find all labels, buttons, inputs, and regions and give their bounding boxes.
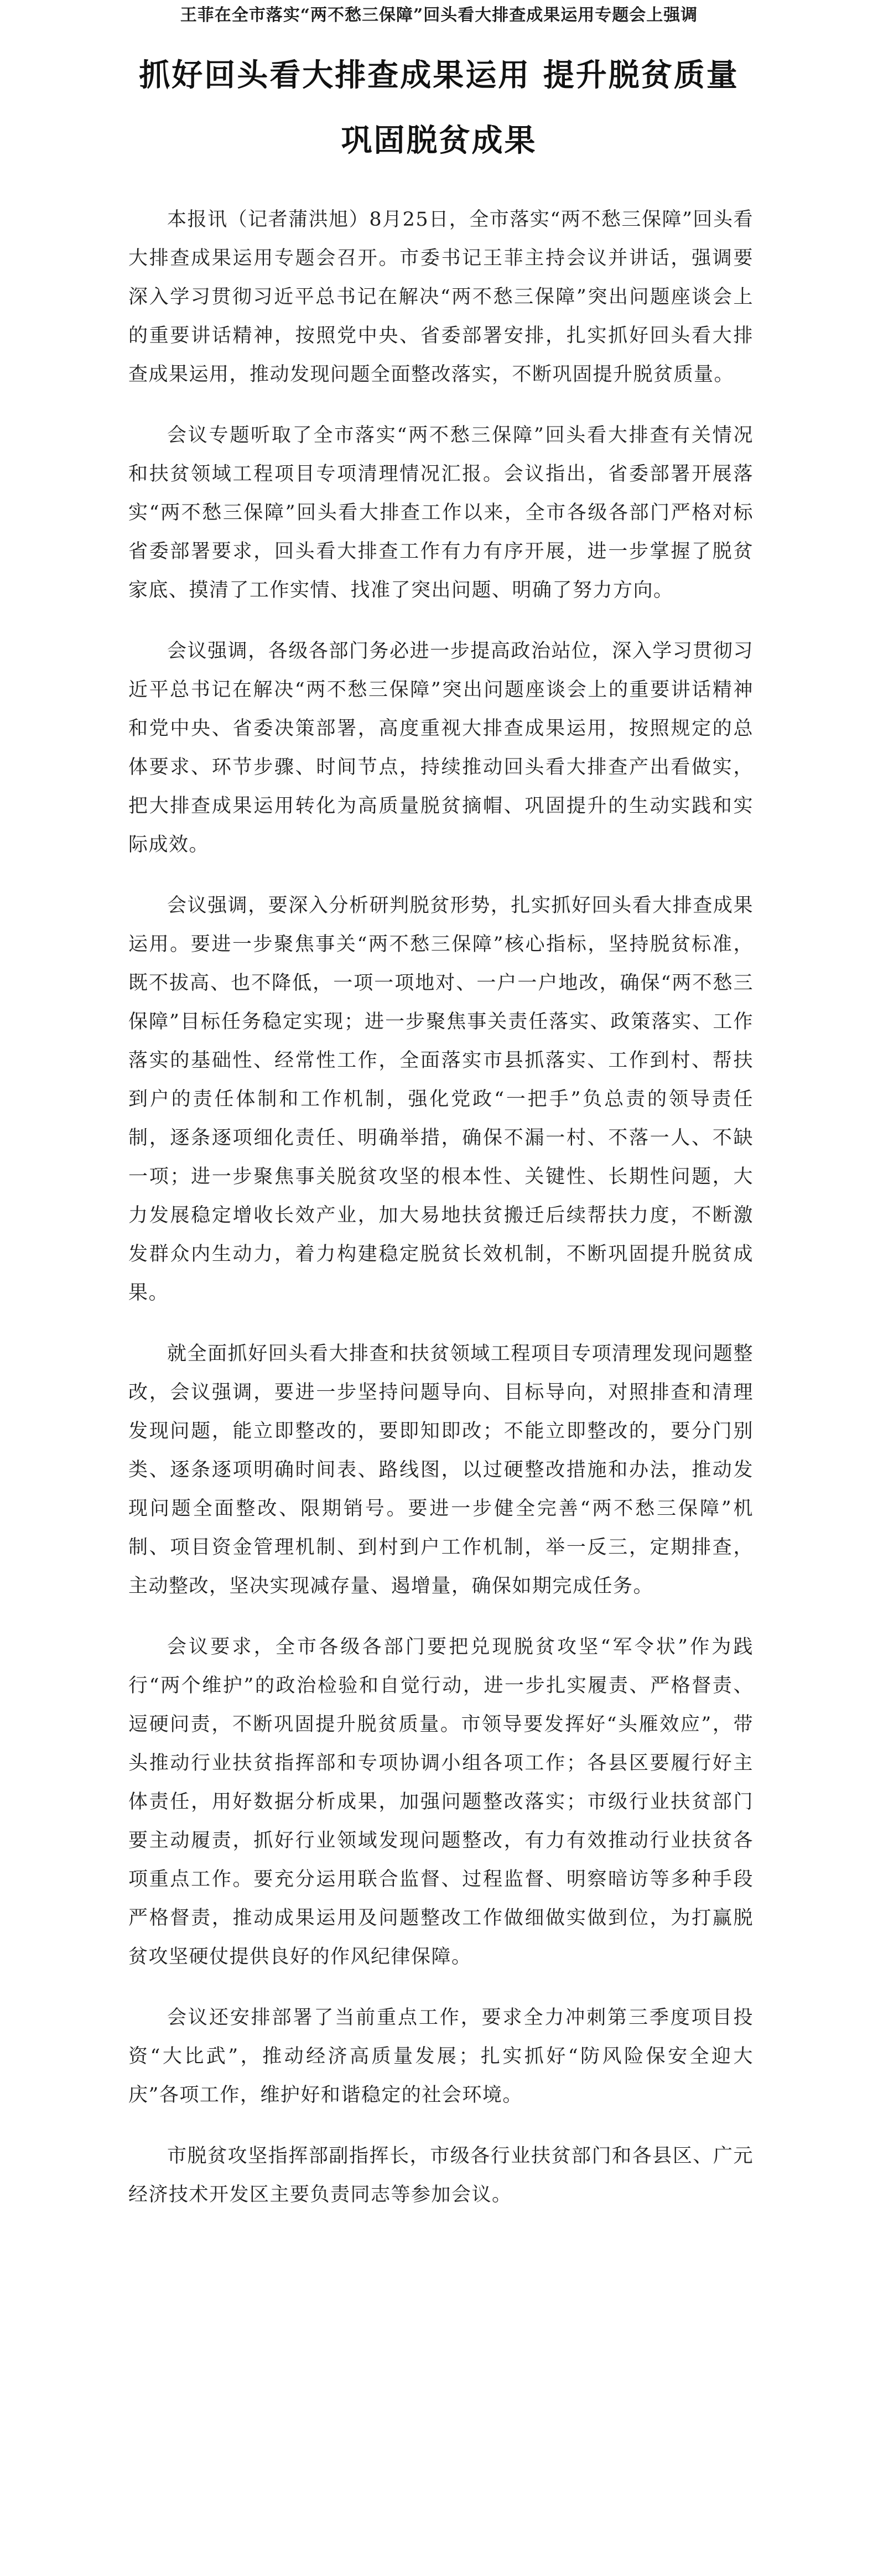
headline-line-1: 抓好回头看大排查成果运用 提升脱贫质量 xyxy=(139,57,739,94)
paragraph-lead: 本报讯（记者蒲洪旭）8月25日，全市落实“两不愁三保障”回头看大排查成果运用专题会召开。市委书记王菲主持会议并讲话，强调要深入学习贯彻习近平总书记在解决“两不愁三保障”突出问题座谈会上的重要讲话精神，按照党中央、省委部署安排，扎实抓好回头看大排查成果运用，推动发现问题全面整改落实，不断巩固提升脱贫质量。 xyxy=(128,209,754,386)
paragraph: 会议要求，全市各级各部门要把兑现脱贫攻坚“军令状”作为践行“两个维护”的政治检验和自觉行动，进一步扎实履责、严格督责、逗硬问责，不断巩固提升脱贫质量。市领导要发挥好“头雁效应”，带头推动行业扶贫指挥部和专项协调小组各项工作；各县区要履行好主体责任，用好数据分析成果，加强问题整改落实；市级行业扶贫部门要主动履责，抓好行业领域发现问题整改，有力有效推动行业扶贫各项重点工作。要充分运用联合监督、过程监督、明察暗访等多种手段严格督责，推动成果运用及问题整改工作做细做实做到位，为打赢脱贫攻坚硬仗提供良好的作风纪律保障。 xyxy=(128,1636,754,1968)
paragraph: 会议强调，要深入分析研判脱贫形势，扎实抓好回头看大排查成果运用。要进一步聚焦事关“两不愁三保障”核心指标，坚持脱贫标准，既不拔高、也不降低，一项一项地对、一户一户地改，确保“两不愁三保障”目标任务稳定实现；进一步聚焦事关责任落实、政策落实、工作落实的基础性、经常性工作，全面落实市县抓落实、工作到村、帮扶到户的责任体制和工作机制，强化党政“一把手”负总责的领导责任制，逐条逐项细化责任、明确举措，确保不漏一村、不落一人、不缺一项；进一步聚焦事关脱贫攻坚的根本性、关键性、长期性问题，大力发展稳定增收长效产业，加大易地扶贫搬迁后续帮扶力度，不断激发群众内生动力，着力构建稳定脱贫长效机制，不断巩固提升脱贫成果。 xyxy=(128,895,754,1304)
paragraph-attendees: 市脱贫攻坚指挥部副指挥长，市级各行业扶贫部门和各县区、广元经济技术开发区主要负责同志等参加会议。 xyxy=(128,2145,754,2206)
article-body xyxy=(128,200,754,2236)
paragraph: 会议专题听取了全市落实“两不愁三保障”回头看大排查有关情况和扶贫领域工程项目专项清理情况汇报。会议指出，省委部署开展落实“两不愁三保障”回头看大排查工作以来，全市各级各部门严格对标省委部署要求，回头看大排查工作有力有序开展，进一步掌握了脱贫家底、摸清了工作实情、找准了突出问题、明确了努力方向。 xyxy=(128,424,754,601)
paragraph: 就全面抓好回头看大排查和扶贫领域工程项目专项清理发现问题整改，会议强调，要进一步坚持问题导向、目标导向，对照排查和清理发现问题，能立即整改的，要即知即改；不能立即整改的，要分门别类、逐条逐项明确时间表、路线图，以过硬整改措施和办法，推动发现问题全面整改、限期销号。要进一步健全完善“两不愁三保障”机制、项目资金管理机制、到村到户工作机制，举一反三，定期排查，主动整改，坚决实现减存量、遏增量，确保如期完成任务。 xyxy=(128,1343,754,1597)
article-kicker: 王菲在全市落实“两不愁三保障”回头看大排查成果运用专题会上强调 xyxy=(180,6,698,25)
paragraph: 会议还安排部署了当前重点工作，要求全力冲刺第三季度项目投资“大比武”，推动经济高质量发展；扎实抓好“防风险保安全迎大庆”各项工作，维护好和谐稳定的社会环境。 xyxy=(128,2007,754,2106)
headline-line-2: 巩固脱贫成果 xyxy=(341,122,537,159)
paragraph: 会议强调，各级各部门务必进一步提高政治站位，深入学习贯彻习近平总书记在解决“两不愁三保障”突出问题座谈会上的重要讲话精神和党中央、省委决策部署，高度重视大排查成果运用，按照规定的总体要求、环节步骤、时间节点，持续推动回头看大排查产出看做实，把大排查成果运用转化为高质量脱贫摘帽、巩固提升的生动实践和实际成效。 xyxy=(128,640,754,856)
